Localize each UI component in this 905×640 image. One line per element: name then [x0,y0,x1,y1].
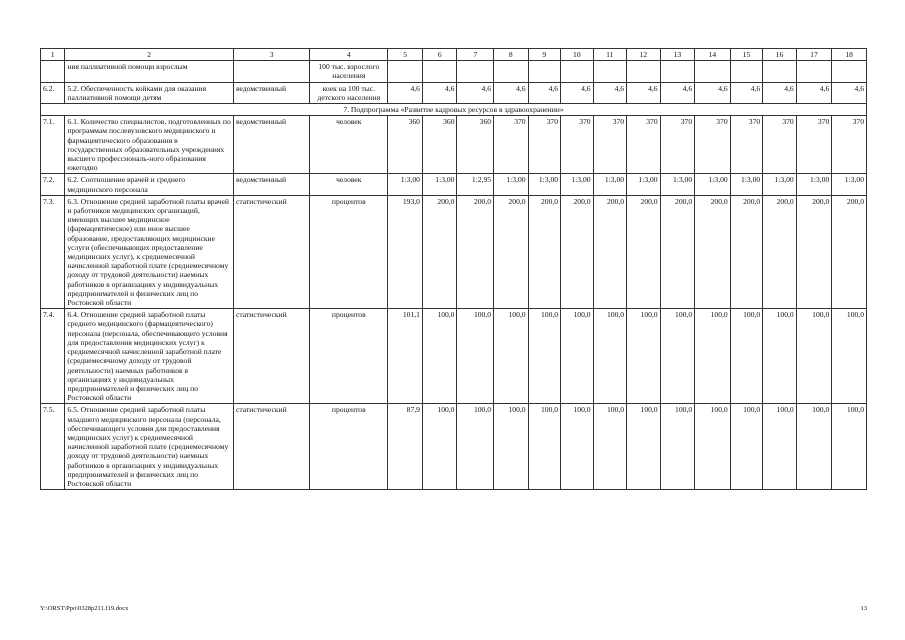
value-cell [796,61,832,82]
unit-of-measure: коек на 100 тыс. детского населения [310,82,388,103]
value-cell: 100,0 [422,309,457,404]
indicator-name: 6.5. Отношение средней заработной платы младшего медицинского персонала (персонала, обеспечивающего условия для предоставления медицинских услуг) к среднемесячной начисленной заработной плате (среднемесячному доходу от трудовой деятельности) наемных работников в организациях у индивидуальных предпринимателей и физических лиц по Ростовской области [65,404,234,490]
value-cell [422,61,457,82]
unit-of-measure: 100 тыс. взрослого населения [310,61,388,82]
value-cell [695,61,731,82]
value-cell: 87,9 [388,404,423,490]
value-cell: 360 [457,116,494,174]
unit-of-measure: процентов [310,309,388,404]
column-header: 3 [234,49,310,61]
column-header: 16 [763,49,797,61]
value-cell: 100,0 [832,404,867,490]
value-cell [832,61,867,82]
indicator-type: статистический [234,309,310,404]
value-cell: 100,0 [494,404,529,490]
value-cell: 100,0 [796,404,832,490]
page-number: 13 [860,605,867,612]
indicator-name: 6.3. Отношение средней заработной платы врачей и работников медицинских организаций, имеющих высшее медицинское (фармацевтическое) или иное высшее образование, предоставляющих медицинские услуги (обеспечивающих предоставление медицинских услуг), к среднемесячной начисленной заработной плате (среднемесячному доходу от трудовой деятельности) наемных работников в организациях у индивидуальных предпринимателей и физических лиц по Ростовской области [65,195,234,308]
value-cell: 1:3,00 [832,174,867,195]
value-cell: 200,0 [660,195,695,308]
value-cell: 100,0 [593,309,627,404]
column-header: 2 [65,49,234,61]
value-cell [627,61,661,82]
value-cell: 360 [388,116,423,174]
value-cell: 100,0 [457,309,494,404]
value-cell [457,61,494,82]
value-cell: 193,0 [388,195,423,308]
value-cell: 100,0 [494,309,529,404]
value-cell: 100,0 [763,404,797,490]
value-cell [561,61,594,82]
file-path: Y:\ORST\Ppo\0328p211.f19.docx [40,605,129,612]
table-row [41,174,867,195]
value-cell: 100,0 [796,309,832,404]
value-cell: 1:3,00 [561,174,594,195]
value-cell: 4,6 [695,82,731,103]
column-header: 6 [422,49,457,61]
value-cell: 1:3,00 [730,174,763,195]
value-cell [660,61,695,82]
indicator-name: 5.2. Обеспеченность койками для оказания паллиативной помощи детям [65,82,234,103]
value-cell: 370 [593,116,627,174]
unit-of-measure: человек [310,116,388,174]
value-cell: 100,0 [660,404,695,490]
indicator-name: 6.2. Соотношение врачей и среднего медицинского персонала [65,174,234,195]
value-cell: 370 [832,116,867,174]
table-row [41,195,867,308]
value-cell: 4,6 [730,82,763,103]
row-number: 7.5. [41,404,65,490]
value-cell: 100,0 [627,404,661,490]
value-cell: 200,0 [730,195,763,308]
column-header: 11 [593,49,627,61]
value-cell: 200,0 [457,195,494,308]
value-cell: 1:2,95 [457,174,494,195]
header-row [41,49,867,61]
value-cell: 4,6 [422,82,457,103]
value-cell: 4,6 [457,82,494,103]
value-cell: 200,0 [763,195,797,308]
value-cell: 360 [422,116,457,174]
value-cell: 370 [627,116,661,174]
value-cell: 100,0 [660,309,695,404]
row-number: 7.1. [41,116,65,174]
value-cell: 100,0 [695,309,731,404]
row-number: 6.2. [41,82,65,103]
value-cell: 1:3,00 [422,174,457,195]
value-cell: 100,0 [528,309,561,404]
column-header: 17 [796,49,832,61]
value-cell: 100,0 [561,309,594,404]
value-cell: 100,0 [528,404,561,490]
value-cell: 200,0 [627,195,661,308]
value-cell: 4,6 [388,82,423,103]
section-row [41,104,867,116]
value-cell: 1:3,00 [660,174,695,195]
column-header: 5 [388,49,423,61]
value-cell: 4,6 [593,82,627,103]
value-cell [763,61,797,82]
value-cell: 200,0 [528,195,561,308]
row-number: 7.4. [41,309,65,404]
value-cell: 370 [695,116,731,174]
section-title: 7. Подпрограмма «Развитие кадровых ресурсов в здравоохранении» [41,104,867,116]
column-header: 12 [627,49,661,61]
value-cell: 370 [796,116,832,174]
column-header: 1 [41,49,65,61]
value-cell: 100,0 [730,404,763,490]
value-cell: 4,6 [763,82,797,103]
table-row [41,404,867,490]
indicator-type: ведомственный [234,82,310,103]
value-cell [528,61,561,82]
value-cell: 4,6 [528,82,561,103]
value-cell: 100,0 [695,404,731,490]
value-cell: 1:3,00 [627,174,661,195]
table-row [41,61,867,82]
value-cell: 4,6 [561,82,594,103]
value-cell: 101,1 [388,309,423,404]
row-number [41,61,65,82]
value-cell: 370 [730,116,763,174]
value-cell [494,61,529,82]
unit-of-measure: человек [310,174,388,195]
value-cell: 1:3,00 [695,174,731,195]
value-cell: 100,0 [627,309,661,404]
column-header: 8 [494,49,529,61]
value-cell: 200,0 [422,195,457,308]
unit-of-measure: процентов [310,195,388,308]
value-cell: 1:3,00 [796,174,832,195]
indicator-type: ведомственный [234,116,310,174]
value-cell: 100,0 [593,404,627,490]
indicator-name: 6.4. Отношение средней заработной платы среднего медицинского (фармацевтического) персонала (персонала, обеспечивающего условия для предоставления медицинских услуг) к среднемесячной начисленной заработной плате (среднемесячному доходу от трудовой деятельности) наемных работников в организациях у индивидуальных предпринимателей и физических лиц по Ростовской области [65,309,234,404]
column-header: 10 [561,49,594,61]
value-cell: 370 [561,116,594,174]
value-cell: 100,0 [561,404,594,490]
value-cell: 1:3,00 [388,174,423,195]
indicator-type: статистический [234,404,310,490]
value-cell [730,61,763,82]
value-cell: 200,0 [832,195,867,308]
value-cell: 200,0 [695,195,731,308]
table-row [41,309,867,404]
value-cell: 200,0 [796,195,832,308]
column-header: 18 [832,49,867,61]
value-cell [388,61,423,82]
column-header: 14 [695,49,731,61]
value-cell: 200,0 [593,195,627,308]
value-cell: 4,6 [660,82,695,103]
value-cell: 1:3,00 [494,174,529,195]
table-body [41,49,867,490]
indicator-type: ведомственный [234,174,310,195]
value-cell: 370 [763,116,797,174]
unit-of-measure: процентов [310,404,388,490]
indicators-table [40,48,867,490]
value-cell: 370 [528,116,561,174]
value-cell: 4,6 [494,82,529,103]
column-header: 7 [457,49,494,61]
column-header: 9 [528,49,561,61]
row-number: 7.2. [41,174,65,195]
value-cell: 370 [494,116,529,174]
value-cell: 1:3,00 [763,174,797,195]
column-header: 15 [730,49,763,61]
table-row [41,116,867,174]
value-cell: 4,6 [832,82,867,103]
value-cell: 100,0 [832,309,867,404]
value-cell: 4,6 [627,82,661,103]
indicator-type: статистический [234,195,310,308]
column-header: 4 [310,49,388,61]
indicator-name: ния паллиативной помощи взрослым [65,61,234,82]
row-number: 7.3. [41,195,65,308]
indicator-type [234,61,310,82]
value-cell: 100,0 [422,404,457,490]
value-cell: 370 [660,116,695,174]
column-header: 13 [660,49,695,61]
indicator-name: 6.1. Количество специалистов, подготовленных по программам послевузовского медицинского и фармацевтического образования в государственных образовательных учреждениях высшего профессиональ-ного образования ежегодно [65,116,234,174]
value-cell: 4,6 [796,82,832,103]
value-cell: 100,0 [763,309,797,404]
value-cell: 1:3,00 [528,174,561,195]
value-cell: 100,0 [730,309,763,404]
value-cell: 100,0 [457,404,494,490]
value-cell: 200,0 [494,195,529,308]
value-cell: 200,0 [561,195,594,308]
value-cell [593,61,627,82]
table-row [41,82,867,103]
value-cell: 1:3,00 [593,174,627,195]
